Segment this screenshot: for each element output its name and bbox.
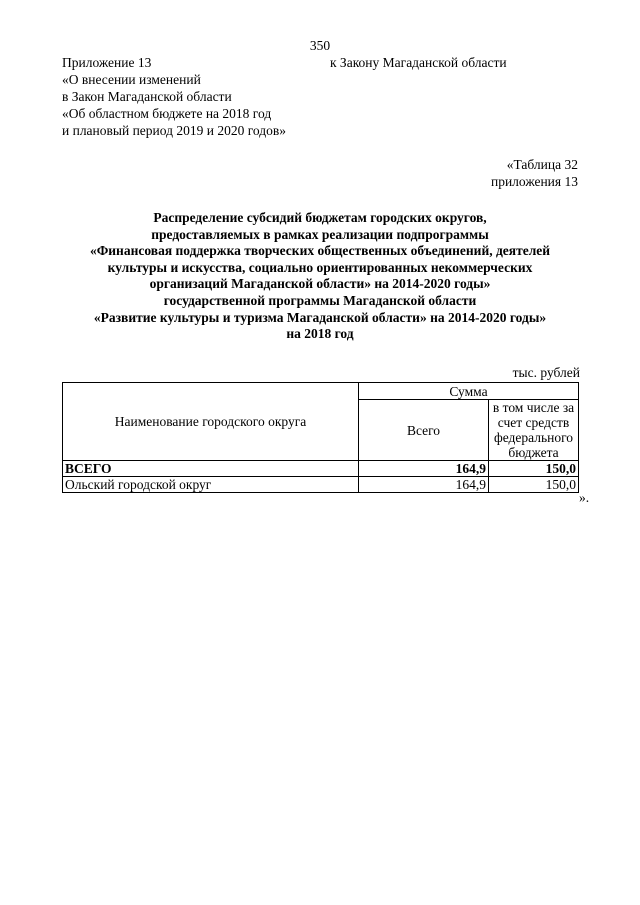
- row-federal: 150,0: [489, 461, 579, 477]
- table-reference: [491, 156, 578, 190]
- closing-quote-mark: ».: [579, 490, 590, 505]
- table-row: [63, 477, 579, 493]
- row-total: 164,9: [359, 477, 489, 493]
- row-name: ВСЕГО: [63, 461, 359, 477]
- appendix-line: в Закон Магаданской области: [62, 89, 232, 104]
- document-title: [40, 210, 600, 343]
- title-line: государственной программы Магаданской области: [163, 292, 477, 308]
- row-federal: 150,0: [489, 477, 579, 493]
- row-name: Ольский городской округ: [63, 477, 359, 493]
- title-line: организаций Магаданской области» на 2014-2020 годы»: [149, 276, 491, 292]
- header-sum: Сумма: [359, 383, 579, 400]
- table-reference-line: «Таблица 32: [506, 157, 578, 172]
- header-total: Всего: [359, 400, 489, 461]
- table-reference-line: приложения 13: [490, 174, 578, 189]
- units-label: тыс. рублей: [512, 365, 580, 380]
- appendix-block: [62, 54, 286, 139]
- page-number: 350: [309, 38, 331, 53]
- subsidy-table: [62, 382, 579, 493]
- appendix-line: Приложение 13: [62, 55, 152, 70]
- row-total: 164,9: [359, 461, 489, 477]
- header-federal: в том числе за счет средств федерального бюджета: [489, 400, 579, 461]
- title-line: культуры и искусства, социально ориентированных некоммерческих: [107, 259, 533, 275]
- appendix-law-reference: к Закону Магаданской области: [330, 55, 507, 70]
- appendix-line: «О внесении изменений: [62, 72, 201, 87]
- header-name: Наименование городского округа: [63, 383, 359, 461]
- title-line: предоставляемых в рамках реализации подпрограммы: [151, 226, 489, 242]
- table-row: [63, 461, 579, 477]
- appendix-line: «Об областном бюджете на 2018 год: [62, 106, 272, 121]
- title-line: «Развитие культуры и туризма Магаданской области» на 2014-2020 годы»: [93, 309, 547, 325]
- title-line: на 2018 год: [286, 326, 354, 342]
- appendix-line: и плановый период 2019 и 2020 годов»: [62, 123, 287, 138]
- title-line: «Финансовая поддержка творческих общественных объединений, деятелей: [89, 243, 551, 259]
- title-line: Распределение субсидий бюджетам городских округов,: [153, 210, 487, 225]
- table-header-row: [63, 383, 579, 400]
